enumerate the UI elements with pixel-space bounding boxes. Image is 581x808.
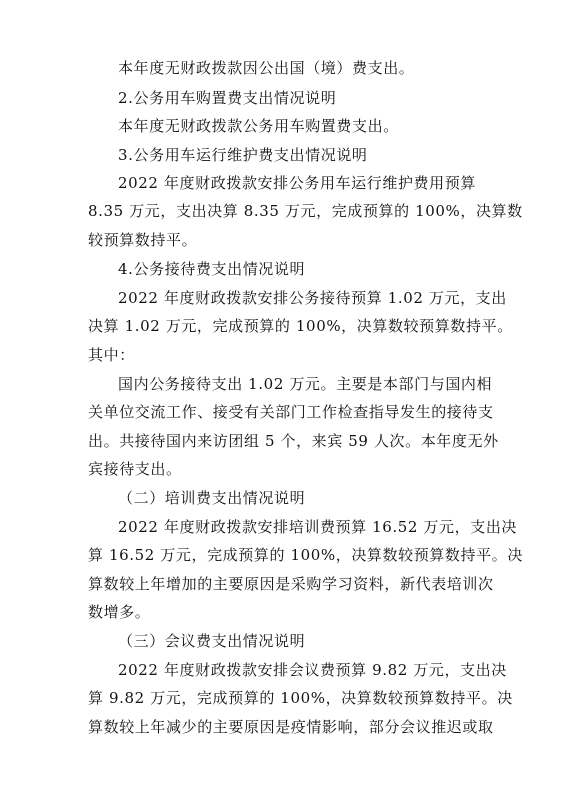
paragraph-line: 算 9.82 万元，完成预算的 100%，决算数较预算数持平。决	[88, 689, 513, 707]
paragraph-line: 较预算数持平。	[88, 231, 198, 249]
section-heading-training: （二）培训费支出情况说明	[118, 489, 306, 507]
paragraph-line: 决算 1.02 万元，完成预算的 100%，决算数较预算数持平。	[88, 317, 513, 335]
paragraph-line: 算数较上年增加的主要原因是采购学习资料，新代表培训次	[88, 575, 494, 593]
paragraph-line: 本年度无财政拨款因公出国（境）费支出。	[118, 59, 415, 77]
paragraph-line: 国内公务接待支出 1.02 万元。主要是本部门与国内相	[118, 375, 493, 393]
paragraph-line: 出。共接待国内来访团组 5 个，来宾 59 人次。本年度无外	[88, 432, 499, 450]
paragraph-line: 算数较上年减少的主要原因是疫情影响，部分会议推迟或取	[88, 718, 494, 736]
paragraph-line: 2022 年度财政拨款安排公务接待预算 1.02 万元，支出	[118, 289, 507, 307]
section-heading-meeting: （三）会议费支出情况说明	[118, 632, 306, 650]
paragraph-line: 其中：	[88, 346, 135, 364]
paragraph-line: 8.35 万元，支出决算 8.35 万元，完成预算的 100%，决算数	[88, 202, 523, 220]
paragraph-line: 2022 年度财政拨款安排培训费预算 16.52 万元，支出决	[118, 518, 518, 536]
paragraph-line: 宾接待支出。	[88, 460, 182, 478]
paragraph-line: 本年度无财政拨款公务用车购置费支出。	[118, 117, 399, 135]
section-heading-vehicle-maintenance: 3.公务用车运行维护费支出情况说明	[118, 146, 368, 164]
section-heading-reception: 4.公务接待费支出情况说明	[118, 260, 306, 278]
section-heading-vehicle-purchase: 2.公务用车购置费支出情况说明	[118, 89, 337, 107]
paragraph-line: 2022 年度财政拨款安排会议费预算 9.82 万元，支出决	[118, 661, 507, 679]
paragraph-line: 关单位交流工作、接受有关部门工作检查指导发生的接待支	[88, 403, 494, 421]
paragraph-line: 数增多。	[88, 603, 151, 621]
paragraph-line: 算 16.52 万元，完成预算的 100%，决算数较预算数持平。决	[88, 546, 523, 564]
paragraph-line: 2022 年度财政拨款安排公务用车运行维护费用预算	[118, 174, 476, 192]
